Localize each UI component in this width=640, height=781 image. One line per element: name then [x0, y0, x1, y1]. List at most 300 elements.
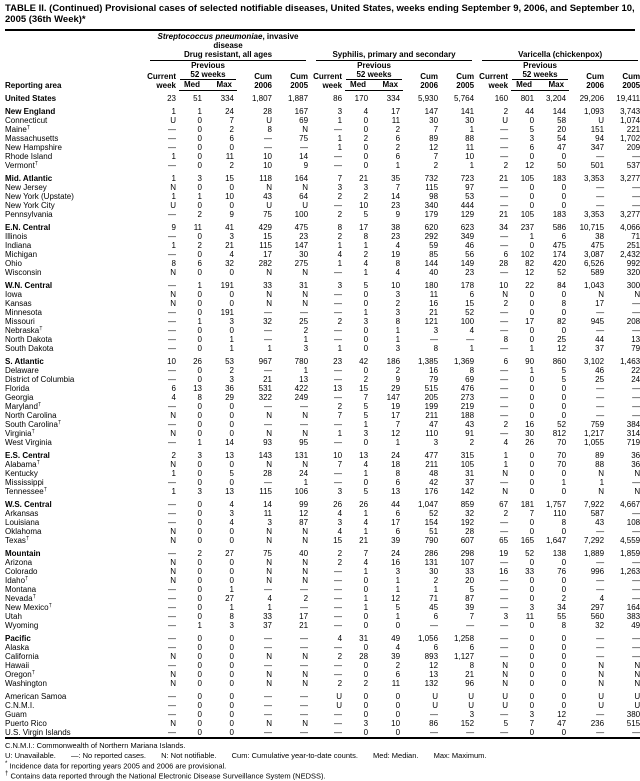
- value-cell: 759: [590, 419, 605, 429]
- reporting-area-cell: Idaho†: [5, 575, 29, 585]
- value-cell: 0: [529, 669, 535, 679]
- value-cell: 5: [363, 280, 369, 290]
- value-cell: 298: [460, 548, 475, 558]
- value-cell: N: [266, 526, 272, 536]
- value-cell: 1: [363, 419, 369, 429]
- value-cell: 46: [595, 365, 605, 375]
- value-cell: 12: [429, 660, 439, 670]
- value-cell: 36: [631, 450, 640, 460]
- value-cell: 164: [294, 173, 309, 183]
- reporting-area-cell: Kansas: [5, 298, 32, 308]
- value-cell: 3,087: [584, 249, 605, 259]
- value-cell: 0: [363, 334, 369, 344]
- value-cell: 108: [626, 517, 640, 527]
- value-cell: —: [334, 593, 343, 603]
- value-cell: 5: [469, 584, 475, 594]
- value-cell: —: [334, 160, 343, 170]
- value-cell: 0: [197, 526, 202, 536]
- value-cell: 141: [460, 106, 475, 116]
- value-cell: —: [334, 419, 343, 429]
- value-cell: —: [596, 200, 605, 210]
- value-cell: —: [334, 575, 343, 585]
- value-cell: 0: [561, 557, 567, 567]
- value-cell: —: [300, 633, 309, 643]
- col-current-week-3: Current week: [479, 72, 509, 91]
- value-cell: —: [430, 709, 439, 719]
- value-cell: 0: [561, 307, 567, 317]
- value-cell: 100: [294, 209, 309, 219]
- value-cell: 3,204: [546, 93, 567, 103]
- value-cell: —: [632, 182, 640, 192]
- value-cell: U: [598, 115, 605, 125]
- value-cell: 107: [460, 557, 475, 567]
- value-cell: —: [596, 383, 605, 393]
- value-cell: 19: [391, 401, 401, 411]
- value-cell: 4: [395, 267, 401, 277]
- value-cell: 475: [552, 240, 567, 250]
- value-cell: N: [634, 660, 640, 670]
- value-cell: 40: [299, 548, 309, 558]
- legend-max: Max: Maximum.: [433, 750, 487, 760]
- value-cell: 25: [595, 374, 605, 384]
- value-cell: —: [168, 499, 176, 509]
- value-cell: 282: [258, 258, 272, 268]
- dagger-text: Contains data reported through the National Electronic Disease Surveillance System (NEDSS).: [10, 771, 326, 781]
- group-header-syphilis: Syphilis, primary and secondary: [311, 32, 477, 61]
- value-cell: 13: [225, 486, 234, 496]
- value-cell: U: [170, 115, 176, 125]
- value-cell: 719: [626, 437, 640, 447]
- value-cell: 0: [229, 325, 234, 335]
- value-cell: 249: [294, 392, 309, 402]
- value-cell: 6: [229, 133, 234, 143]
- value-cell: —: [596, 325, 605, 335]
- value-cell: 4: [229, 249, 234, 259]
- value-cell: 6: [395, 151, 401, 161]
- value-cell: 0: [529, 383, 535, 393]
- table-row: [5, 527, 640, 536]
- value-cell: 8: [561, 620, 567, 630]
- value-cell: 1: [229, 334, 234, 344]
- value-cell: 0: [197, 669, 202, 679]
- table-row: [5, 643, 640, 652]
- value-cell: 5: [561, 365, 567, 375]
- value-cell: 2: [363, 191, 369, 201]
- value-cell: 181: [520, 499, 535, 509]
- value-cell: 30: [429, 566, 439, 576]
- value-cell: 0: [529, 401, 535, 411]
- value-cell: 0: [529, 468, 535, 478]
- value-cell: 1: [469, 160, 475, 170]
- value-cell: 4: [337, 508, 343, 518]
- table-row: [5, 487, 640, 496]
- value-cell: 0: [229, 142, 234, 152]
- value-cell: —: [168, 602, 176, 612]
- value-cell: 28: [499, 258, 509, 268]
- value-cell: 186: [386, 356, 401, 366]
- value-cell: N: [266, 566, 272, 576]
- value-cell: 2: [337, 231, 343, 241]
- value-cell: 2: [503, 298, 509, 308]
- value-cell: 1,043: [584, 280, 605, 290]
- value-cell: 3,743: [620, 106, 640, 116]
- value-cell: U: [302, 200, 309, 210]
- value-cell: 5: [363, 209, 369, 219]
- value-cell: 2: [503, 508, 509, 518]
- reporting-area-cell: Virginia†: [5, 428, 35, 438]
- value-cell: 3: [395, 289, 401, 299]
- value-cell: N: [302, 182, 309, 192]
- value-cell: 18: [391, 459, 401, 469]
- group-strep-italic: Streptococcus pneumoniae: [157, 31, 263, 41]
- value-cell: 0: [363, 611, 369, 621]
- value-cell: 515: [424, 383, 439, 393]
- value-cell: —: [500, 374, 509, 384]
- value-cell: 0: [197, 651, 202, 661]
- table-row: [5, 429, 640, 438]
- value-cell: 37: [595, 343, 605, 353]
- value-cell: 0: [197, 151, 202, 161]
- value-cell: 0: [229, 298, 234, 308]
- reporting-area-cell: Alaska: [5, 642, 30, 652]
- value-cell: N: [502, 669, 509, 679]
- value-cell: 98: [429, 191, 439, 201]
- value-cell: 3: [529, 602, 535, 612]
- value-cell: 0: [363, 642, 369, 652]
- value-cell: 380: [626, 709, 640, 719]
- table-row: [5, 679, 640, 688]
- value-cell: 13: [359, 450, 369, 460]
- value-cell: N: [170, 651, 176, 661]
- value-cell: N: [170, 718, 176, 728]
- footnote-dagger-marker: †: [57, 419, 62, 426]
- value-cell: N: [302, 651, 309, 661]
- value-cell: 14: [225, 437, 234, 447]
- value-cell: 96: [465, 678, 475, 688]
- value-cell: 91: [465, 428, 475, 438]
- table-row: [5, 201, 640, 210]
- value-cell: 9: [303, 160, 309, 170]
- value-cell: 75: [263, 209, 272, 219]
- value-cell: N: [302, 298, 309, 308]
- value-cell: 1: [337, 115, 343, 125]
- value-cell: —: [264, 727, 272, 737]
- value-cell: 1: [303, 477, 309, 487]
- value-cell: N: [170, 669, 176, 679]
- value-cell: —: [264, 419, 272, 429]
- value-cell: 1: [529, 231, 535, 241]
- value-cell: 4,559: [620, 535, 640, 545]
- value-cell: 16: [429, 365, 439, 375]
- value-cell: 24: [299, 468, 309, 478]
- value-cell: 0: [197, 325, 202, 335]
- value-cell: 8: [433, 343, 439, 353]
- value-cell: —: [300, 419, 309, 429]
- value-cell: 1,887: [288, 93, 309, 103]
- value-cell: 20: [557, 124, 567, 134]
- value-cell: N: [302, 267, 309, 277]
- value-cell: —: [264, 365, 272, 375]
- value-cell: —: [500, 191, 509, 201]
- value-cell: 0: [229, 678, 234, 688]
- value-cell: 30: [465, 115, 475, 125]
- value-cell: —: [500, 727, 509, 737]
- value-cell: 1,369: [454, 356, 475, 366]
- footnote-dagger-marker: †: [26, 124, 31, 131]
- value-cell: —: [596, 401, 605, 411]
- value-cell: 39: [465, 602, 475, 612]
- value-cell: 105: [460, 459, 475, 469]
- value-cell: 0: [561, 151, 567, 161]
- value-cell: 33: [263, 280, 272, 290]
- value-cell: 30: [525, 428, 535, 438]
- value-cell: 32: [465, 508, 475, 518]
- value-cell: —: [264, 401, 272, 411]
- value-cell: 4: [267, 593, 272, 603]
- value-cell: 7: [337, 410, 343, 420]
- value-cell: —: [632, 593, 640, 603]
- value-cell: —: [632, 410, 640, 420]
- value-cell: 87: [299, 517, 309, 527]
- value-cell: 2: [395, 660, 401, 670]
- value-cell: 75: [263, 548, 272, 558]
- value-cell: 21: [359, 173, 369, 183]
- value-cell: —: [334, 660, 343, 670]
- value-cell: —: [168, 124, 176, 134]
- value-cell: 2: [337, 548, 343, 558]
- value-cell: 17: [391, 517, 401, 527]
- value-cell: 3: [363, 182, 369, 192]
- value-cell: 1: [337, 133, 343, 143]
- value-cell: 1: [433, 584, 439, 594]
- value-cell: —: [500, 182, 509, 192]
- value-cell: —: [168, 249, 176, 259]
- value-cell: 420: [552, 258, 567, 268]
- value-cell: 347: [590, 142, 605, 152]
- star-mark: *: [5, 760, 8, 767]
- table-row: [5, 670, 640, 679]
- value-cell: N: [302, 678, 309, 688]
- value-cell: 314: [626, 428, 640, 438]
- value-cell: 515: [626, 718, 640, 728]
- value-cell: 6: [433, 611, 439, 621]
- value-cell: 3: [469, 709, 475, 719]
- value-cell: 44: [525, 106, 535, 116]
- value-cell: 1: [363, 566, 369, 576]
- value-cell: 2: [469, 437, 475, 447]
- value-cell: 0: [197, 611, 202, 621]
- footnote-dagger-marker: †: [31, 428, 35, 435]
- value-cell: —: [168, 593, 176, 603]
- col-previous-52wk-2: Previous 52 weeks: [345, 61, 403, 80]
- value-cell: 5: [363, 410, 369, 420]
- value-cell: 3: [337, 182, 343, 192]
- value-cell: 12: [391, 593, 401, 603]
- value-cell: 13: [225, 450, 234, 460]
- value-cell: 0: [529, 289, 535, 299]
- value-cell: —: [596, 410, 605, 420]
- value-cell: 0: [529, 200, 535, 210]
- value-cell: 69: [465, 374, 475, 384]
- value-cell: 183: [552, 209, 567, 219]
- value-cell: —: [334, 307, 343, 317]
- value-cell: 0: [529, 678, 535, 688]
- value-cell: 0: [529, 298, 535, 308]
- value-cell: 160: [494, 93, 509, 103]
- value-cell: 8: [469, 365, 475, 375]
- value-cell: 4: [171, 392, 176, 402]
- value-cell: 88: [595, 459, 605, 469]
- value-cell: 4: [337, 249, 343, 259]
- value-cell: —: [300, 307, 309, 317]
- value-cell: 0: [363, 365, 369, 375]
- value-cell: 100: [460, 316, 475, 326]
- value-cell: 29: [225, 392, 234, 402]
- value-cell: —: [168, 160, 176, 170]
- value-cell: N: [302, 669, 309, 679]
- value-cell: 3: [363, 428, 369, 438]
- value-cell: 129: [460, 209, 475, 219]
- value-cell: 1: [363, 240, 369, 250]
- value-cell: 0: [529, 727, 535, 737]
- value-cell: 320: [626, 267, 640, 277]
- table-row: [5, 496, 640, 509]
- value-cell: 1: [171, 240, 176, 250]
- reporting-area-cell: S. Atlantic: [5, 356, 44, 366]
- reporting-area-header: [5, 32, 145, 91]
- value-cell: —: [334, 669, 343, 679]
- value-cell: 19: [391, 249, 401, 259]
- value-cell: U: [266, 200, 272, 210]
- table-row: [5, 143, 640, 152]
- value-cell: 70: [557, 450, 567, 460]
- reporting-area-cell: Illinois: [5, 231, 28, 241]
- table-row: [5, 90, 640, 103]
- value-cell: 7: [469, 611, 475, 621]
- table-row: [5, 603, 640, 612]
- value-cell: 3: [197, 450, 202, 460]
- reporting-area-cell: Wyoming: [5, 620, 39, 630]
- value-cell: 0: [529, 450, 535, 460]
- value-cell: N: [266, 575, 272, 585]
- value-cell: 4: [337, 633, 343, 643]
- col-max-1: Max: [205, 80, 237, 91]
- value-cell: —: [300, 401, 309, 411]
- value-cell: —: [596, 584, 605, 594]
- value-cell: 4: [503, 437, 509, 447]
- value-cell: 0: [229, 642, 234, 652]
- value-cell: —: [430, 620, 439, 630]
- value-cell: 0: [197, 124, 202, 134]
- value-cell: 11: [429, 289, 439, 299]
- value-cell: —: [632, 191, 640, 201]
- reporting-area-cell: Mountain: [5, 548, 41, 558]
- value-cell: 0: [229, 566, 234, 576]
- reporting-area-cell: Minnesota: [5, 307, 42, 317]
- value-cell: 34: [499, 222, 509, 232]
- value-cell: —: [596, 191, 605, 201]
- value-cell: —: [300, 584, 309, 594]
- value-cell: —: [596, 151, 605, 161]
- value-cell: 36: [631, 459, 640, 469]
- value-cell: 1: [337, 343, 343, 353]
- value-cell: 58: [557, 115, 567, 125]
- value-cell: N: [634, 486, 640, 496]
- value-cell: 11: [193, 222, 202, 232]
- value-cell: —: [334, 468, 343, 478]
- value-cell: 9: [229, 209, 234, 219]
- value-cell: —: [632, 575, 640, 585]
- value-cell: 8: [503, 334, 509, 344]
- value-cell: 0: [363, 437, 369, 447]
- value-cell: 87: [465, 593, 475, 603]
- value-cell: 6: [561, 231, 567, 241]
- value-cell: 236: [590, 718, 605, 728]
- value-cell: 21: [499, 173, 509, 183]
- table-row: [5, 290, 640, 299]
- value-cell: —: [500, 584, 509, 594]
- value-cell: —: [500, 124, 509, 134]
- value-cell: 0: [561, 678, 567, 688]
- footnote-dagger-marker: †: [39, 325, 43, 332]
- value-cell: 273: [460, 392, 475, 402]
- value-cell: —: [264, 584, 272, 594]
- value-cell: 1: [561, 477, 567, 487]
- value-cell: 0: [561, 575, 567, 585]
- value-cell: 1,807: [251, 93, 272, 103]
- value-cell: 180: [424, 280, 439, 290]
- reporting-area-cell: Arizona: [5, 557, 33, 567]
- value-cell: —: [632, 642, 640, 652]
- value-cell: 6: [469, 289, 475, 299]
- value-cell: 623: [460, 222, 475, 232]
- value-cell: 315: [460, 450, 475, 460]
- value-cell: 0: [529, 660, 535, 670]
- value-cell: U: [170, 200, 176, 210]
- value-cell: N: [266, 428, 272, 438]
- value-cell: 34: [557, 602, 567, 612]
- table-row: [5, 567, 640, 576]
- value-cell: 2: [561, 593, 567, 603]
- value-cell: 59: [429, 240, 439, 250]
- value-cell: 2: [197, 240, 202, 250]
- value-cell: 0: [229, 200, 234, 210]
- value-cell: 10: [225, 191, 234, 201]
- value-cell: 2: [337, 678, 343, 688]
- value-cell: 384: [626, 419, 640, 429]
- value-cell: 9: [395, 209, 401, 219]
- value-cell: N: [502, 678, 509, 688]
- value-cell: 43: [465, 419, 475, 429]
- value-cell: 0: [197, 428, 202, 438]
- value-cell: —: [264, 709, 272, 719]
- value-cell: —: [596, 526, 605, 536]
- value-cell: 16: [429, 298, 439, 308]
- value-cell: 99: [299, 499, 309, 509]
- value-cell: 88: [465, 133, 475, 143]
- value-cell: N: [170, 182, 176, 192]
- value-cell: 0: [197, 343, 202, 353]
- value-cell: 0: [529, 651, 535, 661]
- legend-med: Med: Median.: [373, 750, 419, 760]
- value-cell: 7: [433, 151, 439, 161]
- value-cell: 8: [561, 298, 567, 308]
- col-cum-2005-1: Cum 2005: [290, 72, 309, 91]
- group-strep-line2: Drug resistant, all ages: [184, 49, 273, 59]
- value-cell: 5: [363, 401, 369, 411]
- value-cell: 67: [499, 499, 509, 509]
- value-cell: 1,889: [584, 548, 605, 558]
